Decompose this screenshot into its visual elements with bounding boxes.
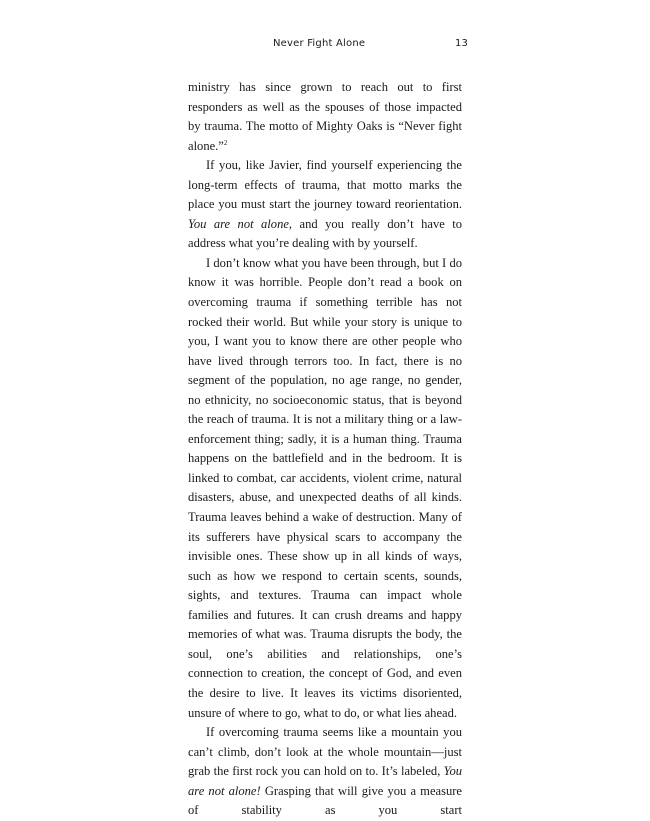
paragraph-2 — [188, 156, 462, 254]
paragraph-1 — [188, 78, 462, 156]
footnote-marker: 2 — [223, 138, 228, 147]
paragraph-4-text-start: If overcoming trauma seems like a mountain you can’t climb, don’t look at the whole mountain—just grab the first rock you can hold on to. It’s labeled, — [188, 725, 462, 779]
page-number: 13 — [455, 38, 469, 49]
running-title: Never Fight Alone — [273, 38, 366, 49]
paragraph-4-text-end: Grasping that will give you a measure of stability as you start — [188, 783, 462, 818]
body-text — [188, 78, 462, 821]
paragraph-2-text-start: If you, like Javier, find yourself experiencing the long-term effects of trauma, that motto marks the place you must start the journey toward reorientation. — [188, 158, 462, 212]
paragraph-2-text-end: , and you really don’t have to address what you’re dealing with by yourself. — [188, 216, 463, 251]
paragraph-1-text: ministry has since grown to reach out to first responders as well as the spouses of those impacted by trauma. The motto of Mighty Oaks is “Never fight alone.” — [188, 80, 462, 153]
paragraph-3: I don’t know what you have been through, but I do know it was horrible. People don’t read a book on overcoming trauma if something terrible has not rocked their world. But while your story is unique to you, I want you to know there are other people who have lived through terrors too. In fact, there is no segment of the population, no age range, no gender, no ethnicity, no socioeconomic status, that is beyond the reach of trauma. It is not a military thing or a law-enforcement thing; sadly, it is a human thing. Trauma happens on the battlefield and in the bedroom. It is linked to combat, car accidents, violent crime, natural disasters, abuse, and unexpected deaths of all kinds. Trauma leaves behind a wake of destruction. Many of its sufferers have physical scars to accompany the invisible ones. These show up in all kinds of ways, such as how we respond to certain scents, sounds, sights, and textures. Trauma can impact whole families and futures. It can crush dreams and happy memories of what was. Trauma disrupts the body, the soul, one’s abilities and relationships, one’s connection to creation, the concept of God, and even the desire to live. It leaves its victims disoriented, unsure of where to go, what to do, or what lies ahead. — [188, 255, 462, 720]
paragraph-4 — [188, 723, 462, 821]
paragraph-4-emphasis: You are not alone! — [188, 764, 462, 798]
running-head — [0, 38, 650, 58]
paragraph-2-emphasis: You are not alone — [188, 216, 289, 231]
